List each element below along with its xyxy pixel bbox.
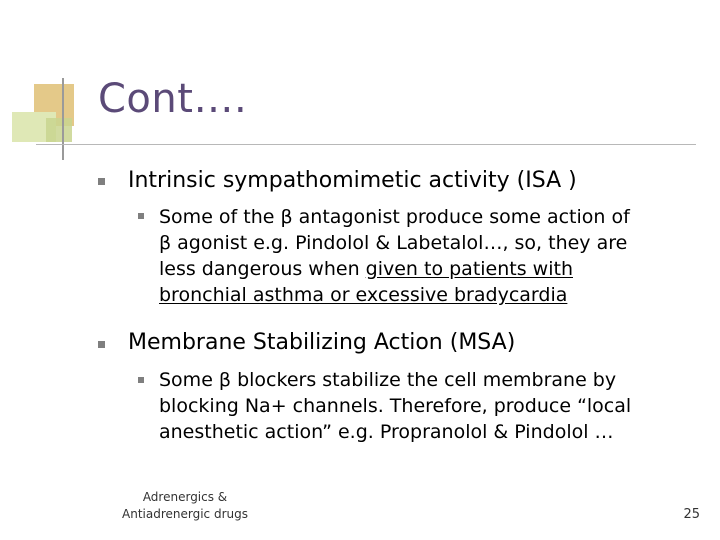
footer-line: Antiadrenergic drugs	[122, 507, 248, 521]
text-line: Some β blockers stabilize the cell membrane by	[159, 369, 617, 391]
text-span: less dangerous when	[159, 258, 366, 280]
underlined-text-line: bronchial asthma or excessive bradycardia	[159, 284, 568, 306]
sub-bullet-square-icon	[138, 377, 144, 383]
text-line: Some of the β antagonist produce some action of	[159, 206, 630, 228]
decorative-vertical-line	[62, 78, 64, 160]
bullet-heading-msa: Membrane Stabilizing Action (MSA)	[128, 330, 516, 355]
slide-title: Cont….	[98, 76, 248, 122]
footer-line: Adrenergics &	[142, 490, 228, 504]
sub-bullet-msa-text	[159, 367, 699, 445]
text-line: β agonist e.g. Pindolol & Labetalol…, so, they are	[159, 232, 628, 254]
sub-bullet-square-icon	[138, 213, 144, 219]
text-line: blocking Na+ channels. Therefore, produce “local	[159, 395, 632, 417]
page-number: 25	[683, 507, 700, 522]
footer-course-label	[100, 489, 270, 523]
decorative-square	[46, 118, 72, 142]
sub-bullet-isa-text	[159, 204, 699, 308]
text-line	[159, 256, 699, 282]
bullet-heading-isa: Intrinsic sympathomimetic activity (ISA )	[128, 168, 577, 193]
underlined-text: given to patients with	[365, 258, 573, 280]
bullet-square-icon	[98, 178, 105, 185]
bullet-square-icon	[98, 341, 105, 348]
text-line: anesthetic action” e.g. Propranolol & Pindolol …	[159, 421, 614, 443]
title-underline-rule	[36, 144, 696, 145]
